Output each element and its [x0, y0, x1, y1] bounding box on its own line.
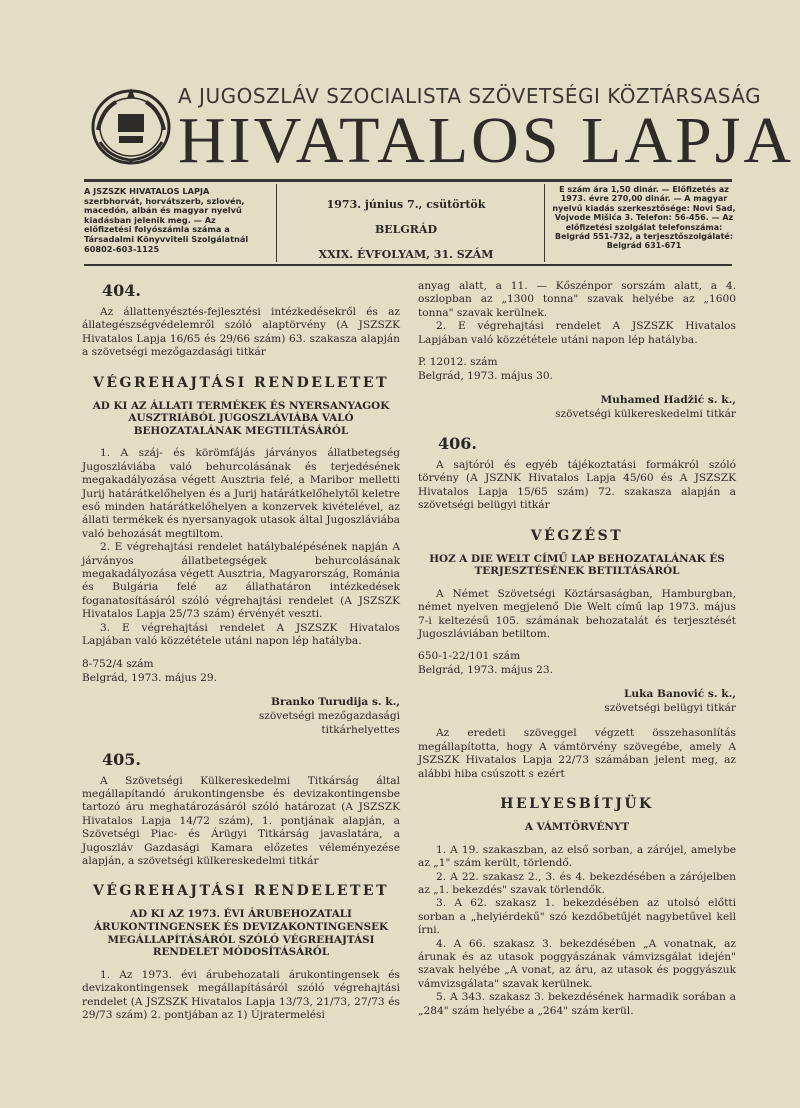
reference-date: Belgrád, 1973. május 23.: [418, 664, 553, 677]
masthead-subtitle: A JUGOSZLÁV SZOCIALISTA SZÖVETSÉGI KÖZTÁRSASÁG: [178, 84, 762, 108]
masthead-title: HIVATALOS LAPJA: [178, 104, 795, 177]
reference-block: [82, 657, 400, 685]
header-divider: [544, 184, 545, 262]
paragraph: 3. E végrehajtási rendelet A JSZSZK Hivatalos Lapjában való közzététele utáni napon lép hatályba.: [82, 621, 400, 648]
decree-subtitle: AD KI AZ 1973. ÉVI ÁRUBEHOZATALI ÁRUKONTINGENSEK ÉS DEVIZAKONTINGENSEK MEGÁLLAPÍTÁSÁRÓL SZÓLÓ VÉGREHAJTÁSI RENDELET MÓDOSÍTÁSÁRÓL: [93, 908, 389, 959]
signer-role: szövetségi külkereskedelmi titkár: [555, 408, 736, 421]
correction-item: 5. A 343. szakasz 3. bekezdésének harmadik sorában a „284" szám helyébe a „264" szám kerül.: [418, 991, 736, 1017]
article-intro: Az állattenyésztés-fejlesztési intézkedésekről és az állategészségvédelemről szóló alaptörvény (A JSZSZK Hivatalos Lapja 16/65 és 29/66 szám) 63. szakasza alapján a szövetségi mezőgazdasági titkár: [82, 306, 400, 359]
article-number: 406.: [438, 434, 477, 454]
issue-city: BELGRÁD: [374, 223, 438, 236]
header-divider: [276, 184, 277, 262]
state-emblem-icon: [86, 80, 176, 170]
decree-subtitle: AD KI AZ ÁLLATI TERMÉKEK ÉS NYERSANYAGOK AUSZTRIÁBÓL JUGOSZLÁVIÁBA VALÓ BEHOZATALÁNAK MEGTILTÁSÁRÓL: [92, 399, 390, 437]
correction-title: HELYESBÍTJÜK: [500, 796, 654, 813]
header-publication-info: A JSZSZK HIVATALOS LAPJA szerbhorvát, horvátszerb, szlovén, macedón, albán és magyar nyelvű kiadásban jelenik meg. — Az előfizetési folyószámla száma a Társadalmi Könyvviteli Szolgálatnál 60802-603-1125: [84, 186, 249, 254]
paragraph: 1. Az 1973. évi árubehozatali árukontingensek és devizakontingensek megállapításáról szóló végrehajtási rendelet (A JSZSZK Hivatalos Lapja 13/73, 21/73, 27/73 és 29/73 szám) 2. pontjában az 1) Újratermelési: [82, 968, 400, 1021]
reference-date: Belgrád, 1973. május 30.: [418, 370, 553, 383]
header-issue-info: [286, 192, 526, 267]
correction-item: 2. A 22. szakasz 2., 3. és 4. bekezdésében a zárójelben az „1. bekezdés" szavak törlendők.: [418, 870, 736, 896]
header-price-info: E szám ára 1,50 dinár. — Előfizetés az 1973. évre 270,00 dinár. — A magyar nyelvű kiadás szerkesztősége: Novi Sad, Vojvode Mišića 3. Telefon: 56-456. — Az előfizetési szolgálat telefonszáma: Belgrád 551-732, a terjesztőszolgálaté: Belgrád 631-671: [552, 185, 736, 251]
reference-number: P. 12012. szám: [418, 356, 498, 369]
signature-block: [418, 393, 736, 421]
signature-block: [82, 695, 400, 737]
header-rule-top: [84, 179, 732, 182]
article-number: 404.: [102, 281, 141, 300]
left-column: [82, 280, 400, 1022]
paragraph: 2. E végrehajtási rendelet A JSZSZK Hivatalos Lapjában való közzététele utáni napon lép hatályba.: [418, 320, 736, 346]
header-rule-bottom: [84, 264, 732, 266]
correction-item: 4. A 66. szakasz 3. bekezdésében „A vonatnak, az árunak és az utasok poggyászának vámvizsgálat idején" szavak helyébe „A vonat, az áru, az utasok és poggyászuk vámvizsgálata" szavak kerülnek.: [418, 937, 736, 990]
correction-item: 1. A 19. szakaszban, az első sorban, a zárójel, amelybe az „1" szám került, törlendő.: [418, 843, 736, 870]
correction-subtitle: A VÁMTÖRVÉNYT: [524, 821, 630, 834]
signer-role: szövetségi mezőgazdasági: [258, 709, 400, 722]
reference-number: 8-752/4 szám: [82, 657, 154, 670]
article-intro: A Szövetségi Külkereskedelmi Titkárság által megállapítandó árukontingensbe és devizakontingensbe tartozó áru meghatározásáról szóló határozat (A JSZSZK Hivatalos Lapja 14/72 szám), 1. pontjának alapján, a Szövetségi Piac- és Árügyi Titkárság javaslatára, a Jugoszláv Gazdasági Kamara előzetes véleményezése alapján, a szövetségi külkereskedelmi titkár: [82, 774, 400, 867]
reference-number: 650-1-22/101 szám: [418, 650, 521, 663]
reference-block: [418, 649, 736, 677]
signer-role: szövetségi belügyi titkár: [604, 702, 736, 715]
paragraph: anyag alatt, a 11. — Kőszénpor sorszám alatt, a 4. oszlopban az „1300 tonna" szavak helyébe az „1600 tonna" szavak kerülnek.: [418, 280, 736, 319]
correction-intro: Az eredeti szöveggel végzett összehasonlítás megállapította, hogy A vámtörvény szövegébe, amely A JSZSZK Hivatalos Lapja 22/73 számában jelent meg, az alábbi hiba csúszott s ezért: [418, 727, 736, 780]
decree-subtitle: HOZ A DIE WELT CÍMŰ LAP BEHOZATALÁNAK ÉS TERJESZTÉSÉNEK BETILTÁSÁRÓL: [429, 552, 725, 578]
correction-item: 3. A 62. szakasz 1. bekezdésében az utolsó előtti sorban a „helyiérdekű" szó kezdőbetűjét nagybetűvel kell írni.: [418, 897, 736, 937]
right-column: [418, 280, 736, 1018]
signature-block: [418, 687, 736, 715]
issue-date: 1973. június 7., csütörtök: [326, 198, 486, 211]
signer-role: titkárhelyettes: [321, 723, 400, 736]
signer-name: Luka Banović s. k.,: [623, 688, 736, 701]
article-number: 405.: [102, 749, 141, 769]
paragraph: A Német Szövetségi Köztársaságban, Hamburgban, német nyelven megjelenő Die Welt című lap 1973. május 7-i keltezésű 105. számának behozatalát és terjesztését Jugoszláviában betiltom.: [418, 587, 736, 641]
decree-title: VÉGREHAJTÁSI RENDELETET: [93, 374, 389, 391]
paragraph: 2. E végrehajtási rendelet hatálybalépésének napján A járványos állatbetegségek behurcolásának megakadályozása végett Ausztria, Magyarország, Románia és Bulgária felé az állathatáron intézkedések foganatosításáról szóló végrehajtási rendelet (A JSZSZK Hivatalos Lapja 25/73 szám) érvényét veszti.: [82, 541, 400, 621]
article-intro: A sajtóról és egyéb tájékoztatási formákról szóló törvény (A JSZNK Hivatalos Lapja 45/60 és A JSZSZK Hivatalos Lapja 15/65 szám) 72. szakasza alapján a szövetségi belügyi titkár: [418, 459, 736, 512]
decree-title: VÉGREHAJTÁSI RENDELETET: [93, 883, 389, 900]
signer-name: Muhamed Hadžić s. k.,: [600, 394, 736, 407]
issue-volume: XXIX. ÉVFOLYAM, 31. SZÁM: [318, 248, 494, 261]
reference-date: Belgrád, 1973. május 29.: [82, 671, 217, 684]
signer-name: Branko Turudija s. k.,: [271, 695, 400, 708]
reference-block: [418, 355, 736, 383]
decree-title: VÉGZÉST: [530, 527, 624, 544]
paragraph: 1. A száj- és körömfájás járványos állatbetegség Jugoszláviába való behurcolásának és terjedésének megakadályozása végett Ausztria felé, a Maribor melletti Jurij határátkelőhelyen és a Jurij határátkelőhelytől keletre eső minden határátkelőhelyen a konzervek kivételével, az állati termékek és nyersanyagok utasok által Jugoszláviába való behozását megtiltom.: [82, 447, 400, 540]
